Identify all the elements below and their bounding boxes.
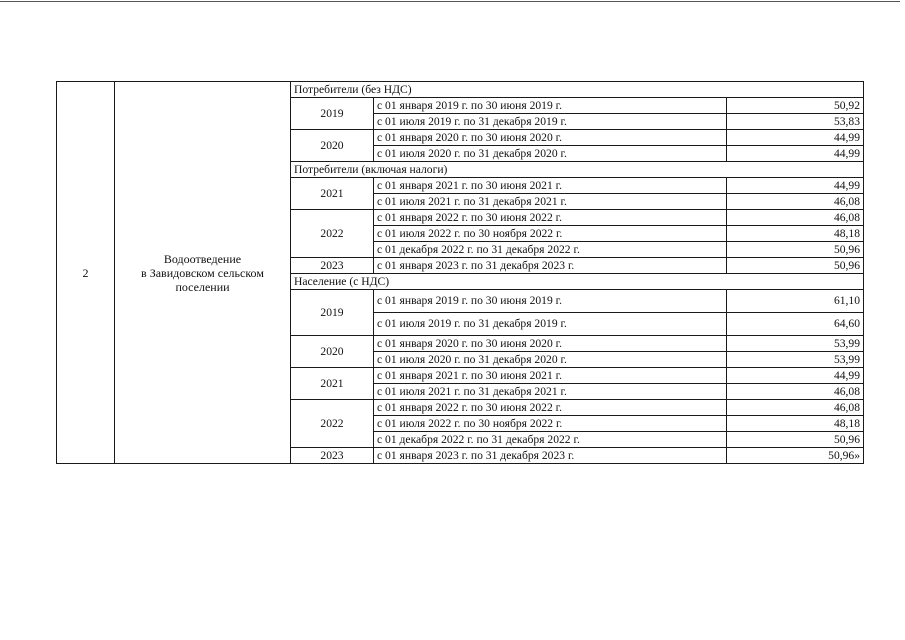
year-cell: 2023 (291, 448, 374, 464)
period-cell: с 01 января 2021 г. по 30 июня 2021 г. (374, 178, 727, 194)
year-cell: 2021 (291, 368, 374, 400)
tariff-value-cell: 44,99 (727, 368, 864, 384)
tariff-value-cell: 50,96 (727, 432, 864, 448)
tariff-value-cell: 46,08 (727, 384, 864, 400)
service-name-line: поселении (175, 279, 230, 294)
tariff-value-cell: 46,08 (727, 194, 864, 210)
tariff-value-cell: 50,92 (727, 98, 864, 114)
period-cell: с 01 июля 2021 г. по 31 декабря 2021 г. (374, 384, 727, 400)
year-cell: 2022 (291, 400, 374, 448)
period-cell: с 01 июля 2019 г. по 31 декабря 2019 г. (374, 114, 727, 130)
tariff-value-cell: 48,18 (727, 416, 864, 432)
period-cell: с 01 января 2019 г. по 30 июня 2019 г. (374, 290, 727, 313)
tariff-value-cell: 48,18 (727, 226, 864, 242)
year-cell: 2019 (291, 290, 374, 336)
period-cell: с 01 декабря 2022 г. по 31 декабря 2022 г. (374, 242, 727, 258)
service-name-line: Водоотведение (163, 251, 242, 266)
tariff-value-cell: 50,96 (727, 242, 864, 258)
year-cell: 2023 (291, 258, 374, 274)
tariff-value-cell: 53,83 (727, 114, 864, 130)
section-title: Потребители (без НДС) (291, 82, 864, 98)
tariff-value-cell: 46,08 (727, 210, 864, 226)
period-cell: с 01 декабря 2022 г. по 31 декабря 2022 г. (374, 432, 727, 448)
period-cell: с 01 января 2021 г. по 30 июня 2021 г. (374, 368, 727, 384)
section-title: Население (с НДС) (291, 274, 864, 290)
year-cell: 2019 (291, 98, 374, 130)
service-name-line: в Завидовском сельском (141, 265, 264, 280)
tariff-value-cell: 53,99 (727, 336, 864, 352)
period-cell: с 01 июля 2022 г. по 30 ноября 2022 г. (374, 226, 727, 242)
tariff-value-cell: 44,99 (727, 130, 864, 146)
tariff-table (56, 81, 864, 464)
top-rule-line (0, 1, 900, 2)
tariff-value-cell: 44,99 (727, 146, 864, 162)
period-cell: с 01 июля 2021 г. по 31 декабря 2021 г. (374, 194, 727, 210)
year-cell: 2022 (291, 210, 374, 258)
section-title: Потребители (включая налоги) (291, 162, 864, 178)
period-cell: с 01 июля 2019 г. по 31 декабря 2019 г. (374, 313, 727, 336)
period-cell: с 01 июля 2020 г. по 31 декабря 2020 г. (374, 352, 727, 368)
period-cell: с 01 января 2023 г. по 31 декабря 2023 г. (374, 258, 727, 274)
period-cell: с 01 января 2023 г. по 31 декабря 2023 г. (374, 448, 727, 464)
period-cell: с 01 января 2022 г. по 30 июня 2022 г. (374, 210, 727, 226)
service-name-cell (115, 82, 291, 464)
row-number-cell: 2 (57, 82, 115, 464)
period-cell: с 01 июля 2020 г. по 31 декабря 2020 г. (374, 146, 727, 162)
tariff-value-cell: 53,99 (727, 352, 864, 368)
year-cell: 2021 (291, 178, 374, 210)
year-cell: 2020 (291, 130, 374, 162)
tariff-value-cell: 61,10 (727, 290, 864, 313)
year-cell: 2020 (291, 336, 374, 368)
period-cell: с 01 января 2020 г. по 30 июня 2020 г. (374, 336, 727, 352)
tariff-table-body (57, 82, 864, 464)
section-header-row (57, 82, 864, 98)
period-cell: с 01 января 2022 г. по 30 июня 2022 г. (374, 400, 727, 416)
tariff-value-cell: 50,96 (727, 258, 864, 274)
period-cell: с 01 января 2020 г. по 30 июня 2020 г. (374, 130, 727, 146)
tariff-value-cell: 50,96» (727, 448, 864, 464)
period-cell: с 01 июля 2022 г. по 30 ноября 2022 г. (374, 416, 727, 432)
tariff-value-cell: 44,99 (727, 178, 864, 194)
tariff-value-cell: 64,60 (727, 313, 864, 336)
period-cell: с 01 января 2019 г. по 30 июня 2019 г. (374, 98, 727, 114)
tariff-value-cell: 46,08 (727, 400, 864, 416)
